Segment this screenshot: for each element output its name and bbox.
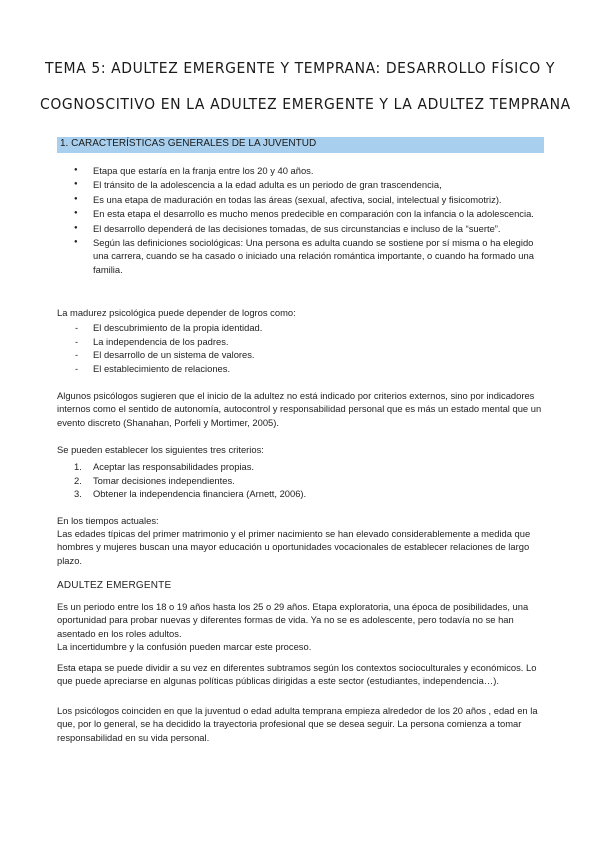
- paragraph-psicologos: Algunos psicólogos sugieren que el inicio de la adultez no está indicado por criterios externos, sino por indicadores internos como el sentido de autonomía, autocontrol y responsabilidad personal que es más un estado mental que un evento discreto (Shanahan, Porfeli y Mortimer, 2005).: [57, 390, 542, 428]
- list-item: - El establecimiento de relaciones.: [57, 362, 547, 376]
- madurez-list: [57, 321, 547, 375]
- list-number: 1.: [74, 461, 82, 472]
- characteristics-list: [57, 164, 547, 277]
- list-item: ● El desarrollo dependerá de las decisiones tomadas, de sus circunstancias e incluso de la “suerte”.: [57, 222, 547, 235]
- list-item: ● En esta etapa el desarrollo es mucho menos predecible en comparación con la infancia o la adolescencia.: [57, 207, 547, 220]
- list-item: [57, 474, 547, 488]
- paragraph-emergente-3: Los psicólogos coinciden en que la juventud o edad adulta temprana empieza alrededor de los 20 años , edad en la que, por lo general, se ha decidido la trayectoria profesional que se desea seguir. La persona comienza a tomar responsabilidad en su vida personal.: [57, 705, 538, 743]
- madurez-intro: La madurez psicológica puede depender de logros como:: [57, 307, 296, 318]
- list-number: 3.: [74, 488, 82, 500]
- list-item: [57, 460, 547, 474]
- list-number: 2.: [74, 474, 82, 486]
- list-text: Tomar decisiones independientes.: [93, 474, 235, 486]
- list-item: ● El tránsito de la adolescencia a la edad adulta es un periodo de gran trascendencia,: [57, 178, 547, 191]
- list-item: - El descubrimiento de la propia identidad.: [57, 321, 547, 335]
- tiempos-heading: En los tiempos actuales:: [57, 515, 159, 526]
- list-item: ● Según las definiciones sociológicas: Una persona es adulta cuando se sostiene por sí misma o ha elegido una carrera, cuando se ha casado o iniciado una relación romántica importante, o cuando ha formado una familia.: [57, 236, 547, 276]
- paragraph-emergente-1b: La incertidumbre y la confusión pueden marcar este proceso.: [57, 641, 312, 652]
- paragraph-emergente-2: Esta etapa se puede dividir a su vez en diferentes subtramos según los contextos socioculturales y económicos. Lo que puede apreciarse en algunas políticas públicas dirigidas a este sector (estudiantes, independencia…).: [57, 662, 537, 687]
- list-item: - La independencia de los padres.: [57, 335, 547, 349]
- subsection-heading: ADULTEZ EMERGENTE: [57, 580, 172, 591]
- document-title-line-2: COGNOSCITIVO EN LA ADULTEZ EMERGENTE Y LA ADULTEZ TEMPRANA: [40, 95, 571, 113]
- paragraph-tiempos: Las edades típicas del primer matrimonio y el primer nacimiento se han elevado considerablemente a medida que hombres y mujeres buscan una mayor educación u oportunidades vocacionales de establecer relaciones de largo plazo.: [57, 528, 531, 566]
- section-heading-bar: [57, 137, 544, 153]
- paragraph-emergente-1: Es un periodo entre los 18 o 19 años hasta los 25 o 29 años. Etapa exploratoria, una época de posibilidades, una oportunidad para probar nuevas y diferentes formas de vida. Ya no se es adolescente, pero todavía no se han asentado en los roles adultos.: [57, 601, 529, 639]
- document-title-line-1: TEMA 5: ADULTEZ EMERGENTE Y TEMPRANA: DESARROLLO FÍSICO Y: [45, 59, 555, 77]
- list-text: Aceptar las responsabilidades propias.: [93, 461, 255, 472]
- list-item: - El desarrollo de un sistema de valores.: [57, 348, 547, 362]
- list-text: Obtener la independencia financiera (Arnett, 2006).: [93, 488, 307, 500]
- list-item: ● Etapa que estaría en la franja entre los 20 y 40 años.: [57, 164, 547, 177]
- list-item: ● Es una etapa de maduración en todas las áreas (sexual, afectiva, social, intelectual y fisicomotriz).: [57, 193, 547, 206]
- section-heading: 1. CARACTERÍSTICAS GENERALES DE LA JUVENTUD: [60, 138, 317, 149]
- list-item: [57, 487, 547, 501]
- criterios-list: [57, 460, 547, 501]
- criterios-intro: Se pueden establecer los siguientes tres criterios:: [57, 444, 264, 455]
